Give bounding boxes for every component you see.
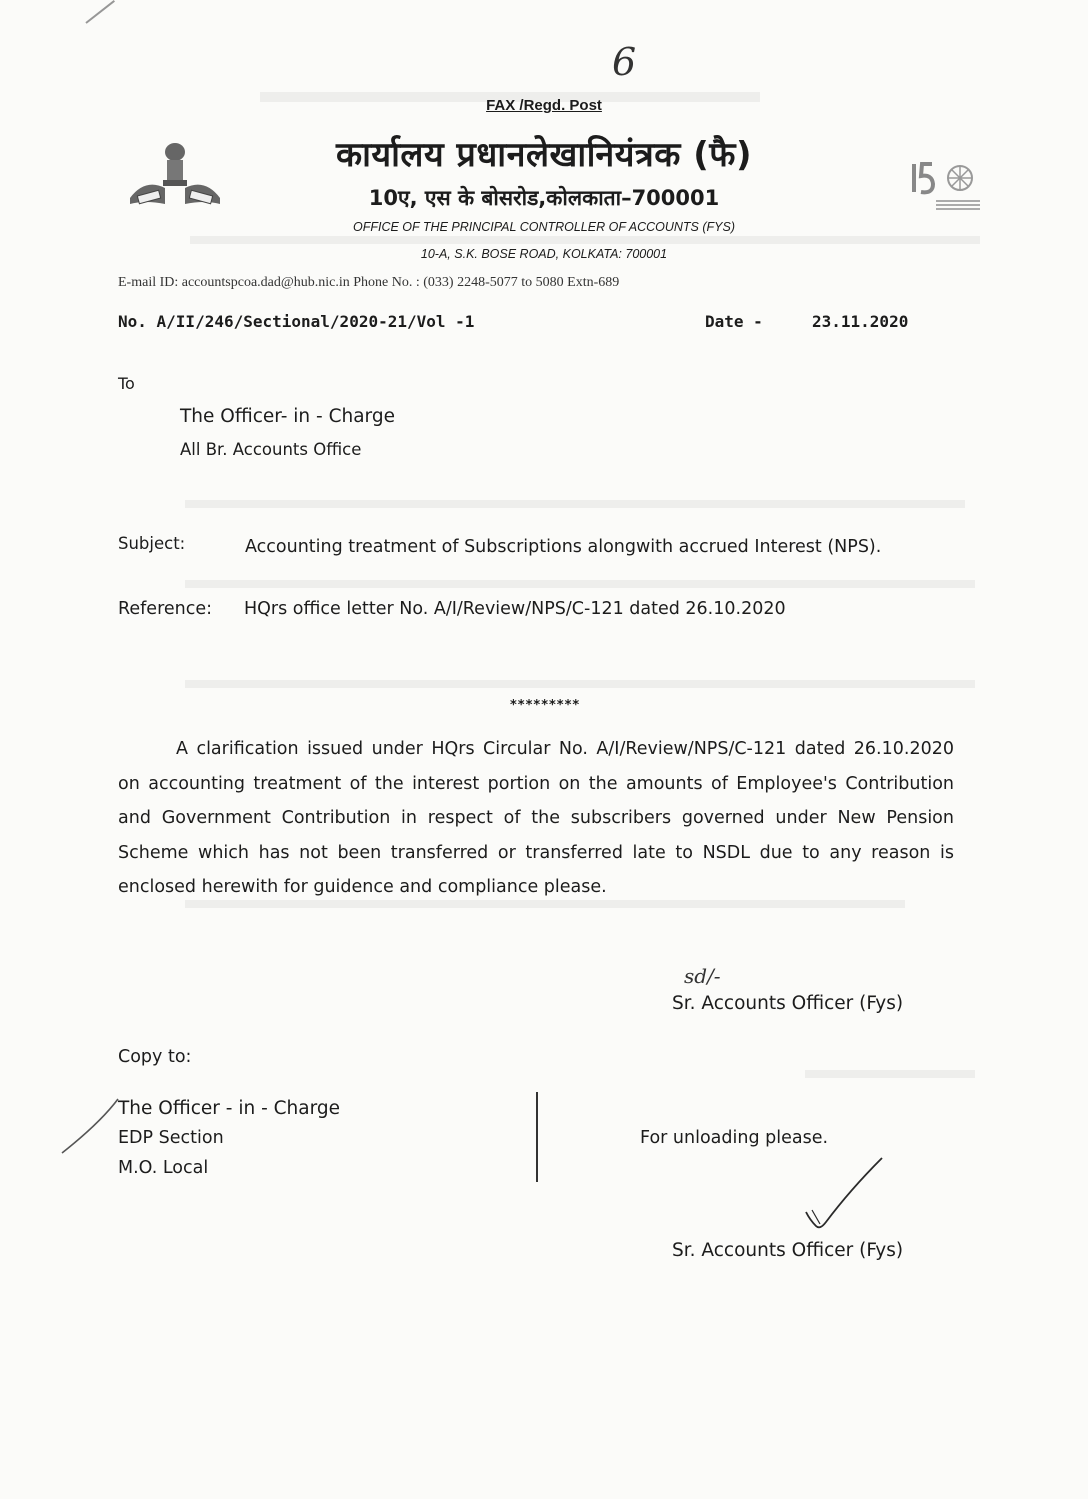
body-paragraph: A clarification issued under HQrs Circular No. A/I/Review/NPS/C-121 dated 26.10.2020 on accounting treatment of the interest portion on the amounts of Employee's Contribution and Government Contribution in respect of the subscribers governed under New Pension Scheme which has not been transferred or transferred late to NSDL due to any reason is enclosed herewith for guidence and compliance please.	[118, 739, 954, 897]
divider-line	[536, 1092, 538, 1182]
office-title-english: OFFICE OF THE PRINCIPAL CONTROLLER OF ACCOUNTS (FYS)	[353, 220, 735, 234]
subject-label: Subject:	[118, 534, 186, 553]
copy-to-label: Copy to:	[118, 1047, 192, 1067]
sd-mark: sd/-	[684, 964, 721, 988]
copy-note: For unloading please.	[640, 1128, 829, 1148]
date-label: Date -	[705, 312, 763, 331]
copy-recipient-3: M.O. Local	[118, 1158, 209, 1178]
office-address-english: 10-A, S.K. BOSE ROAD, KOLKATA: 700001	[420, 247, 668, 261]
copy-recipient-2: EDP Section	[118, 1128, 224, 1148]
separator: *********	[510, 698, 581, 713]
subject-text: Accounting treatment of Subscriptions alongwith accrued Interest (NPS).	[245, 537, 882, 557]
signatory-title-1: Sr. Accounts Officer (Fys)	[672, 993, 904, 1014]
reference-text: HQrs office letter No. A/I/Review/NPS/C-121 dated 26.10.2020	[244, 599, 786, 619]
handwritten-signature-icon	[790, 1150, 890, 1232]
office-address-hindi: 10ए, एस के बोसरोड,कोलकाता–700001	[368, 186, 720, 210]
pencil-mark	[85, 0, 115, 24]
addressee-line-1: The Officer- in - Charge	[180, 406, 395, 427]
office-title-hindi: कार्यालय प्रधानलेखानियंत्रक (फै)	[335, 135, 753, 175]
reference-label: Reference:	[118, 599, 213, 619]
copy-recipient-1: The Officer - in - Charge	[118, 1098, 341, 1119]
reference-number: No. A/II/246/Sectional/2020-21/Vol -1	[118, 312, 475, 331]
signatory-title-2: Sr. Accounts Officer (Fys)	[672, 1240, 904, 1261]
to-label: To	[118, 374, 135, 393]
page-number: 6	[612, 40, 637, 84]
contact-line: E-mail ID: accountspcoa.dad@hub.nic.in Phone No. : (033) 2248-5077 to 5080 Extn-689	[118, 275, 620, 290]
letter-date: 23.11.2020	[812, 312, 909, 331]
fax-line: FAX /Regd. Post	[486, 97, 602, 114]
addressee-line-2: All Br. Accounts Office	[180, 440, 362, 459]
